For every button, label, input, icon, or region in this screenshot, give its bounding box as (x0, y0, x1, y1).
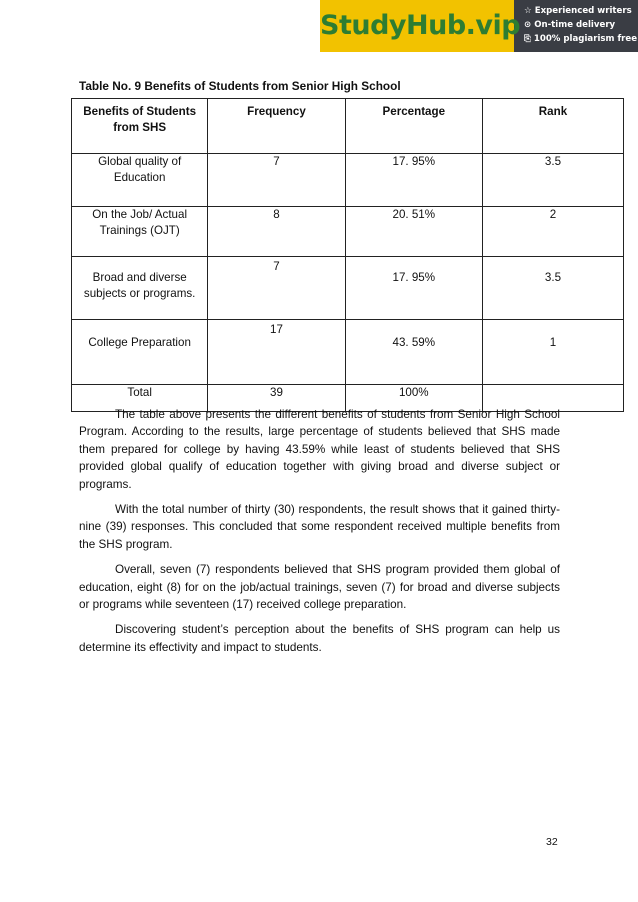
table-row (72, 154, 624, 207)
header-benefits: Benefits of Students from SHS (72, 99, 208, 154)
header-rank: Rank (482, 99, 623, 154)
cell-benefit: Broad and diverse subjects or programs. (72, 257, 208, 320)
cell-benefit: Total (72, 385, 208, 412)
paragraph: With the total number of thirty (30) respondents, the result shows that it gained thirty-nine (39) responses. This concluded that some respondent received multiple benefits from the SHS program. (79, 503, 560, 551)
cell-frequency-value: 17 (270, 323, 283, 336)
cell-percentage: 17. 95% (345, 257, 482, 320)
studyhub-banner[interactable] (320, 0, 638, 52)
body-text (79, 406, 560, 664)
cell-rank: 3.5 (482, 154, 623, 207)
paragraph: Discovering student’s perception about the benefits of SHS program can help us determine its effectivity and impact to students. (79, 623, 560, 654)
cell-frequency (208, 320, 345, 385)
cell-frequency (208, 257, 345, 320)
table-row (72, 320, 624, 385)
cell-rank: 3.5 (482, 257, 623, 320)
cell-benefit: On the Job/ Actual Trainings (OJT) (72, 207, 208, 257)
cell-percentage: 100% (345, 385, 482, 412)
paragraph: Overall, seven (7) respondents believed that SHS program provided them global of education, eight (8) for on the job/actual trainings, seven (7) for broad and diverse subjects or programs while seventeen (17) received college preparation. (79, 563, 560, 612)
paragraph: The table above presents the different benefits of students from Senior High School Program. According to the results, large percentage of students believed that SHS made them prepared for college by having 43.59% while least of students believed that SHS provided global qualify of education together with giving broad and diverse subject or programs. (79, 408, 560, 491)
cell-frequency: 7 (208, 154, 345, 207)
table-header-row (72, 99, 624, 154)
cell-benefit: College Preparation (72, 320, 208, 385)
cell-frequency: 39 (208, 385, 345, 412)
feature-experienced-writers: ☆ Experienced writers (524, 6, 632, 16)
cell-percentage: 43. 59% (345, 320, 482, 385)
cell-percentage: 17. 95% (345, 154, 482, 207)
table-row (72, 257, 624, 320)
cell-frequency: 8 (208, 207, 345, 257)
header-percentage: Percentage (345, 99, 482, 154)
benefits-table (71, 98, 624, 412)
cell-benefit: Global quality of Education (72, 154, 208, 207)
table-title: Table No. 9 Benefits of Students from Senior High School (79, 79, 401, 93)
header-frequency: Frequency (208, 99, 345, 154)
studyhub-logo[interactable]: StudyHub.vip (320, 0, 514, 52)
cell-rank: 2 (482, 207, 623, 257)
cell-frequency-value: 7 (273, 260, 280, 273)
feature-on-time-delivery: ⊙ On-time delivery (524, 20, 616, 30)
page-number: 32 (546, 836, 558, 848)
table-row (72, 207, 624, 257)
cell-percentage: 20. 51% (345, 207, 482, 257)
feature-plagiarism-free: ⎘ 100% plagiarism free (524, 34, 638, 44)
cell-rank: 1 (482, 320, 623, 385)
banner-features (514, 0, 637, 52)
